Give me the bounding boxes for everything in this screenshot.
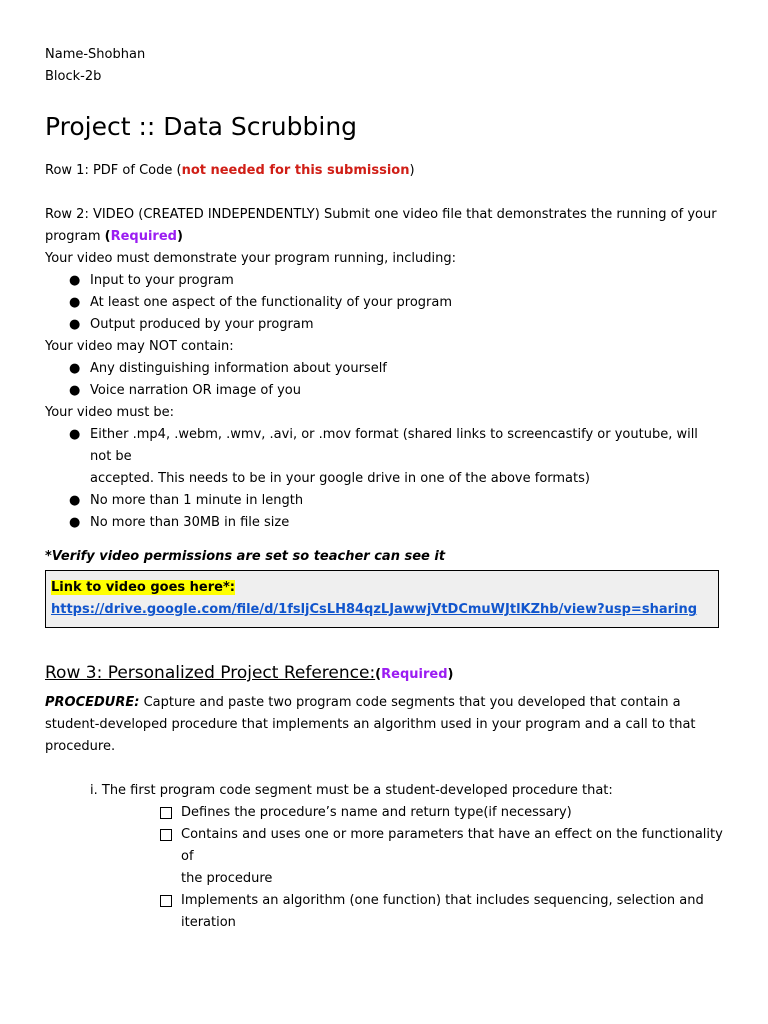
procedure-label: PROCEDURE: (45, 695, 140, 710)
procedure-text-3: procedure. (45, 739, 116, 754)
first-segment-requirement: i. The first program code segment must be a student-developed procedure that: (90, 783, 613, 798)
bullet-icon: ● (69, 361, 81, 376)
checkbox-icon[interactable] (160, 829, 172, 841)
list-item-text: Input to your program (90, 273, 234, 288)
list-item (69, 512, 723, 534)
checklist-item (160, 890, 723, 934)
checklist-item-text: Implements an algorithm (one function) that includes sequencing, selection and (181, 893, 704, 908)
checklist-item-text-continued: iteration (181, 915, 236, 930)
list-item-text: Output produced by your program (90, 317, 314, 332)
row1-prefix: Row 1: PDF of Code ( (45, 163, 182, 178)
procedure-text-2: student-developed procedure that implements an algorithm used in your program and a call to that (45, 717, 696, 732)
bullet-icon: ● (69, 295, 81, 310)
bullet-icon: ● (69, 515, 81, 530)
list-item (69, 358, 723, 380)
procedure-paragraph (45, 692, 723, 758)
checkbox-icon[interactable] (160, 895, 172, 907)
student-block: Block-2b (45, 69, 102, 84)
row2-section (45, 204, 723, 628)
list-item-text-continued: accepted. This needs to be in your google drive in one of the above formats) (90, 471, 590, 486)
checklist-item (160, 802, 723, 824)
list-item (69, 424, 723, 490)
list-item (69, 380, 723, 402)
bullet-icon: ● (69, 383, 81, 398)
video-link-box (45, 570, 719, 628)
list-item (69, 490, 723, 512)
list-item (69, 292, 723, 314)
row3-paren-open: ( (375, 667, 382, 682)
checklist-item-text: Contains and uses one or more parameters that have an effect on the functionality of (181, 827, 723, 864)
checklist-item-text-continued: the procedure (181, 871, 273, 886)
must-demo-list (45, 270, 723, 336)
must-be-list (45, 424, 723, 534)
row3-title: Row 3: Personalized Project Reference: (45, 663, 376, 683)
list-item-text: No more than 30MB in file size (90, 515, 290, 530)
row3-heading (45, 660, 723, 688)
video-link-label: Link to video goes here*: (51, 580, 235, 595)
not-contain-list (45, 358, 723, 402)
bullet-icon: ● (69, 493, 81, 508)
verify-note: *Verify video permissions are set so teacher can see it (45, 549, 446, 564)
page-title: Project :: Data Scrubbing (45, 112, 358, 141)
student-name: Name-Shobhan (45, 47, 146, 62)
row3-paren-close: ) (447, 667, 454, 682)
procedure-text-1: Capture and paste two program code segments that you developed that contain a (139, 695, 681, 710)
video-link[interactable]: https://drive.google.com/file/d/1fsljCsLH84qzLJawwjVtDCmuWJtlKZhb/view?usp=sharing (51, 602, 698, 617)
must-be-heading: Your video must be: (45, 405, 175, 420)
row1-suffix: ) (409, 163, 415, 178)
bullet-icon: ● (69, 273, 81, 288)
row2-paren-open: ( (104, 229, 111, 244)
list-item-text: Either .mp4, .webm, .wmv, .avi, or .mov format (shared links to screencastify or youtube, will not be (90, 427, 698, 464)
checklist-item (160, 824, 723, 890)
row2-intro-line2 (45, 226, 723, 248)
checkbox-icon[interactable] (160, 807, 172, 819)
list-item (69, 314, 723, 336)
row2-intro: Row 2: VIDEO (CREATED INDEPENDENTLY) Submit one video file that demonstrates the running of your (45, 207, 717, 222)
row1-note: not needed for this submission (181, 163, 410, 178)
must-demo-heading: Your video must demonstrate your program running, including: (45, 251, 456, 266)
row3-required: Required (381, 667, 448, 682)
row2-required: Required (110, 229, 177, 244)
list-item-text: Voice narration OR image of you (90, 383, 301, 398)
list-item-text: At least one aspect of the functionality of your program (90, 295, 453, 310)
checklist (45, 802, 723, 934)
list-item-text: Any distinguishing information about yourself (90, 361, 387, 376)
list-item (69, 270, 723, 292)
list-item-text: No more than 1 minute in length (90, 493, 304, 508)
not-contain-heading: Your video may NOT contain: (45, 339, 234, 354)
row2-paren-close: ) (176, 229, 183, 244)
bullet-icon: ● (69, 427, 81, 442)
bullet-icon: ● (69, 317, 81, 332)
checklist-item-text: Defines the procedure’s name and return type(if necessary) (181, 805, 572, 820)
row1-line (45, 160, 723, 182)
row2-intro2: program (45, 229, 105, 244)
